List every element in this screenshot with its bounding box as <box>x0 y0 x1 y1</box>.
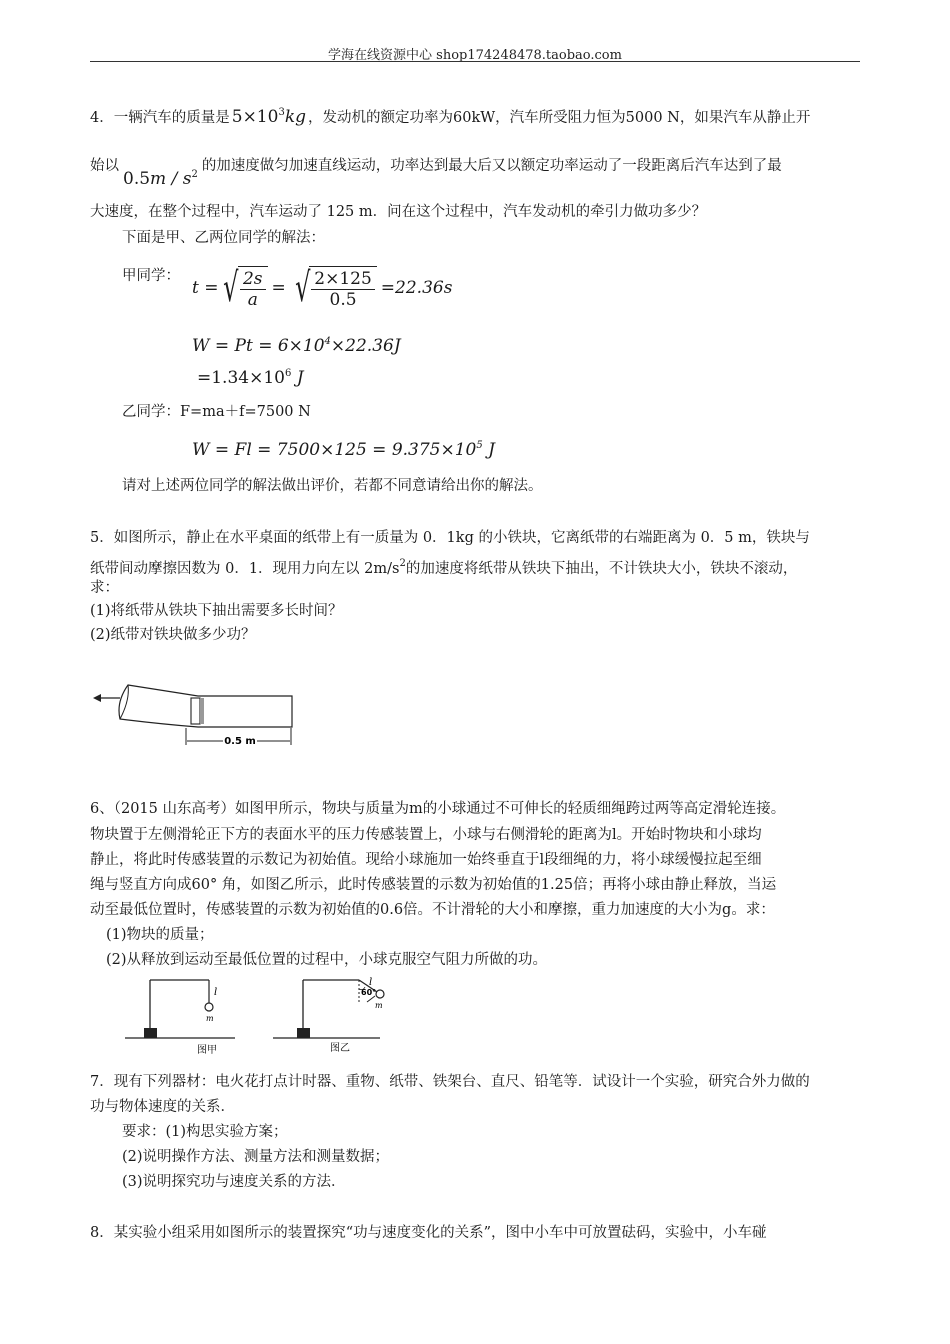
fig-b-block <box>297 1028 310 1038</box>
q4-text: 始以 <box>90 158 119 174</box>
fig-a-l: l <box>214 987 218 998</box>
q4-eq4 <box>192 440 495 460</box>
fig-a-label: 图甲 <box>197 1045 217 1055</box>
q4-eq4-exp: 5 <box>476 440 483 451</box>
q6-line-3: 静止，将此时传感装置的示数记为初始值。现给小球施加一始终垂直于l段细绳的力，将小球缓慢拉起至细 <box>90 852 762 868</box>
q4-eq2 <box>192 336 401 356</box>
q4-eq1-num2: 2×125 <box>311 269 375 290</box>
q4-mass-base: ×10 <box>242 107 279 127</box>
q6-line-7: (2)从释放到运动至最低位置的过程中，小球克服空气阻力所做的功。 <box>106 952 548 968</box>
q4-eq3-a: =1.34×10 <box>197 368 285 388</box>
q4-eq1-den1: a <box>247 290 258 310</box>
q7-line-1: 7．现有下列器材：电火花打点计时器、重物、纸带、铁架台、直尺、铅笔等．试设计一个实验，研究合外力做的 <box>90 1074 810 1090</box>
q4-acc-val: 0.5 <box>123 169 151 189</box>
q4-acc-unit: m / s <box>150 169 192 189</box>
q4-eq2-exp: 4 <box>324 336 331 347</box>
q4-eq1-t: t = <box>192 278 219 298</box>
q5-l2-exp: 2 <box>399 558 406 569</box>
fig-b-ball <box>376 990 384 998</box>
q4-yi-label: 乙同学：F=ma＋f=7500 N <box>122 404 311 420</box>
fig-b-angle: 60° <box>361 988 377 997</box>
q4-text: 4．一辆汽车的质量是 <box>90 110 230 126</box>
paper-strip <box>119 685 292 727</box>
iron-block-side <box>200 698 204 724</box>
q7-line-4: (2)说明操作方法、测量方法和测量数据； <box>122 1149 390 1165</box>
q5-line-1: 5．如图所示，静止在水平桌面的纸带上有一质量为 0．1kg 的小铁块，它离纸带的右端距离为 0．5 m，铁块与 <box>90 530 810 546</box>
q4-eq1-num1: 2s <box>240 269 266 290</box>
sqrt-icon: √ <box>294 265 311 311</box>
q6-line-5: 动至最低位置时，传感装置的示数为初始值的0.6倍。不计滑轮的大小和摩擦，重力加速度的大小为g。求： <box>90 902 775 918</box>
q4-eq4-a: W = Fl = 7500×125 = 9.375×10 <box>192 440 477 460</box>
paper-strip-figure <box>90 670 310 750</box>
header-rule <box>90 61 860 62</box>
fig-b-m: m <box>375 1001 383 1010</box>
q4-line-3: 大速度，在整个过程中，汽车运动了 125 m．问在这个过程中，汽车发动机的牵引力做功多少？ <box>90 204 707 220</box>
q4-eq3 <box>197 368 304 388</box>
q4-eq2-b: ×22.36J <box>330 336 401 356</box>
q4-line-2 <box>90 152 782 189</box>
q7-line-2: 功与物体速度的关系． <box>90 1099 235 1115</box>
q5-l2-post: 的加速度将纸带从铁块下抽出，不计铁块大小，铁块不滚动， <box>405 561 798 577</box>
fig-b-label: 图乙 <box>330 1043 350 1054</box>
q4-mass-unit: kg <box>284 107 307 127</box>
q4-jia-label: 甲同学： <box>122 268 180 284</box>
q6-line-1: 6、（2015 山东高考）如图甲所示，物块与质量为m的小球通过不可伸长的轻质细绳跨过两等高定滑轮连接。 <box>90 801 786 817</box>
q8-line-1: 8．某实验小组采用如图所示的装置探究“功与速度变化的关系”，图中小车中可放置砝码，实验中，小车碰 <box>90 1225 767 1241</box>
iron-block <box>191 698 200 724</box>
q4-eq4-b: J <box>482 440 495 460</box>
q4-line-1 <box>90 104 810 127</box>
q4-eq1-res: =22.36s <box>380 278 453 298</box>
q5-line-5: (2)纸带对铁块做多少功？ <box>90 627 256 643</box>
q4-eq2-a: W = Pt = 6×10 <box>192 336 325 356</box>
fig-a-block <box>144 1028 157 1038</box>
q4-mass-exp: 3 <box>278 107 285 118</box>
q7-line-3: 要求：(1)构思实验方案； <box>122 1124 288 1140</box>
q5-l2-pre: 纸带间动摩擦因数为 0．1．现用力向左以 2m/s <box>90 561 400 577</box>
q4-eq3-b: J <box>291 368 304 388</box>
q6-line-4: 绳与竖直方向成60° 角，如图乙所示，此时传感装置的示数为初始值的1.25倍；再将小球由静止释放，当运 <box>90 877 777 893</box>
q4-text: ，发动机的额定功率为60kW，汽车所受阻力恒为5000 N，如果汽车从静止开 <box>308 110 811 126</box>
fig-a-m: m <box>206 1014 214 1023</box>
sqrt-icon: √ <box>223 265 239 311</box>
fig-b-l: l <box>369 977 373 988</box>
dim-label: 0.5 m <box>224 736 256 747</box>
q5-line-4: (1)将纸带从铁块下抽出需要多长时间？ <box>90 603 343 619</box>
q4-text: 的加速度做匀加速直线运动，功率达到最大后又以额定功率运动了一段距离后汽车达到了最 <box>201 158 782 174</box>
q5-line-3: 求： <box>90 580 119 596</box>
pulley-figures <box>125 975 385 1055</box>
q5-line-2 <box>90 555 797 578</box>
left-arrow-icon <box>93 694 101 702</box>
q4-acc-exp: 2 <box>191 169 198 180</box>
q6-line-2: 物块置于左侧滑轮正下方的表面水平的压力传感装置上，小球与右侧滑轮的距离为l。开始时物块和小球均 <box>90 827 762 843</box>
page-header: 学海在线资源中心 shop174248478.taobao.com <box>328 48 622 63</box>
fig-a-ball <box>205 1003 213 1011</box>
q4-eq1-eq: = <box>271 278 286 298</box>
q4-eq1 <box>192 260 452 316</box>
q4-line-end: 请对上述两位同学的解法做出评价，若都不同意请给出你的解法。 <box>122 478 543 494</box>
q7-line-5: (3)说明探究功与速度关系的方法． <box>122 1174 346 1190</box>
q4-mass-coef: 5 <box>231 107 243 127</box>
q4-eq3-exp: 6 <box>284 368 292 379</box>
q4-eq1-den2: 0.5 <box>329 290 357 310</box>
q4-line-4: 下面是甲、乙两位同学的解法： <box>122 230 325 246</box>
q6-line-6: (1)物块的质量； <box>106 927 214 943</box>
